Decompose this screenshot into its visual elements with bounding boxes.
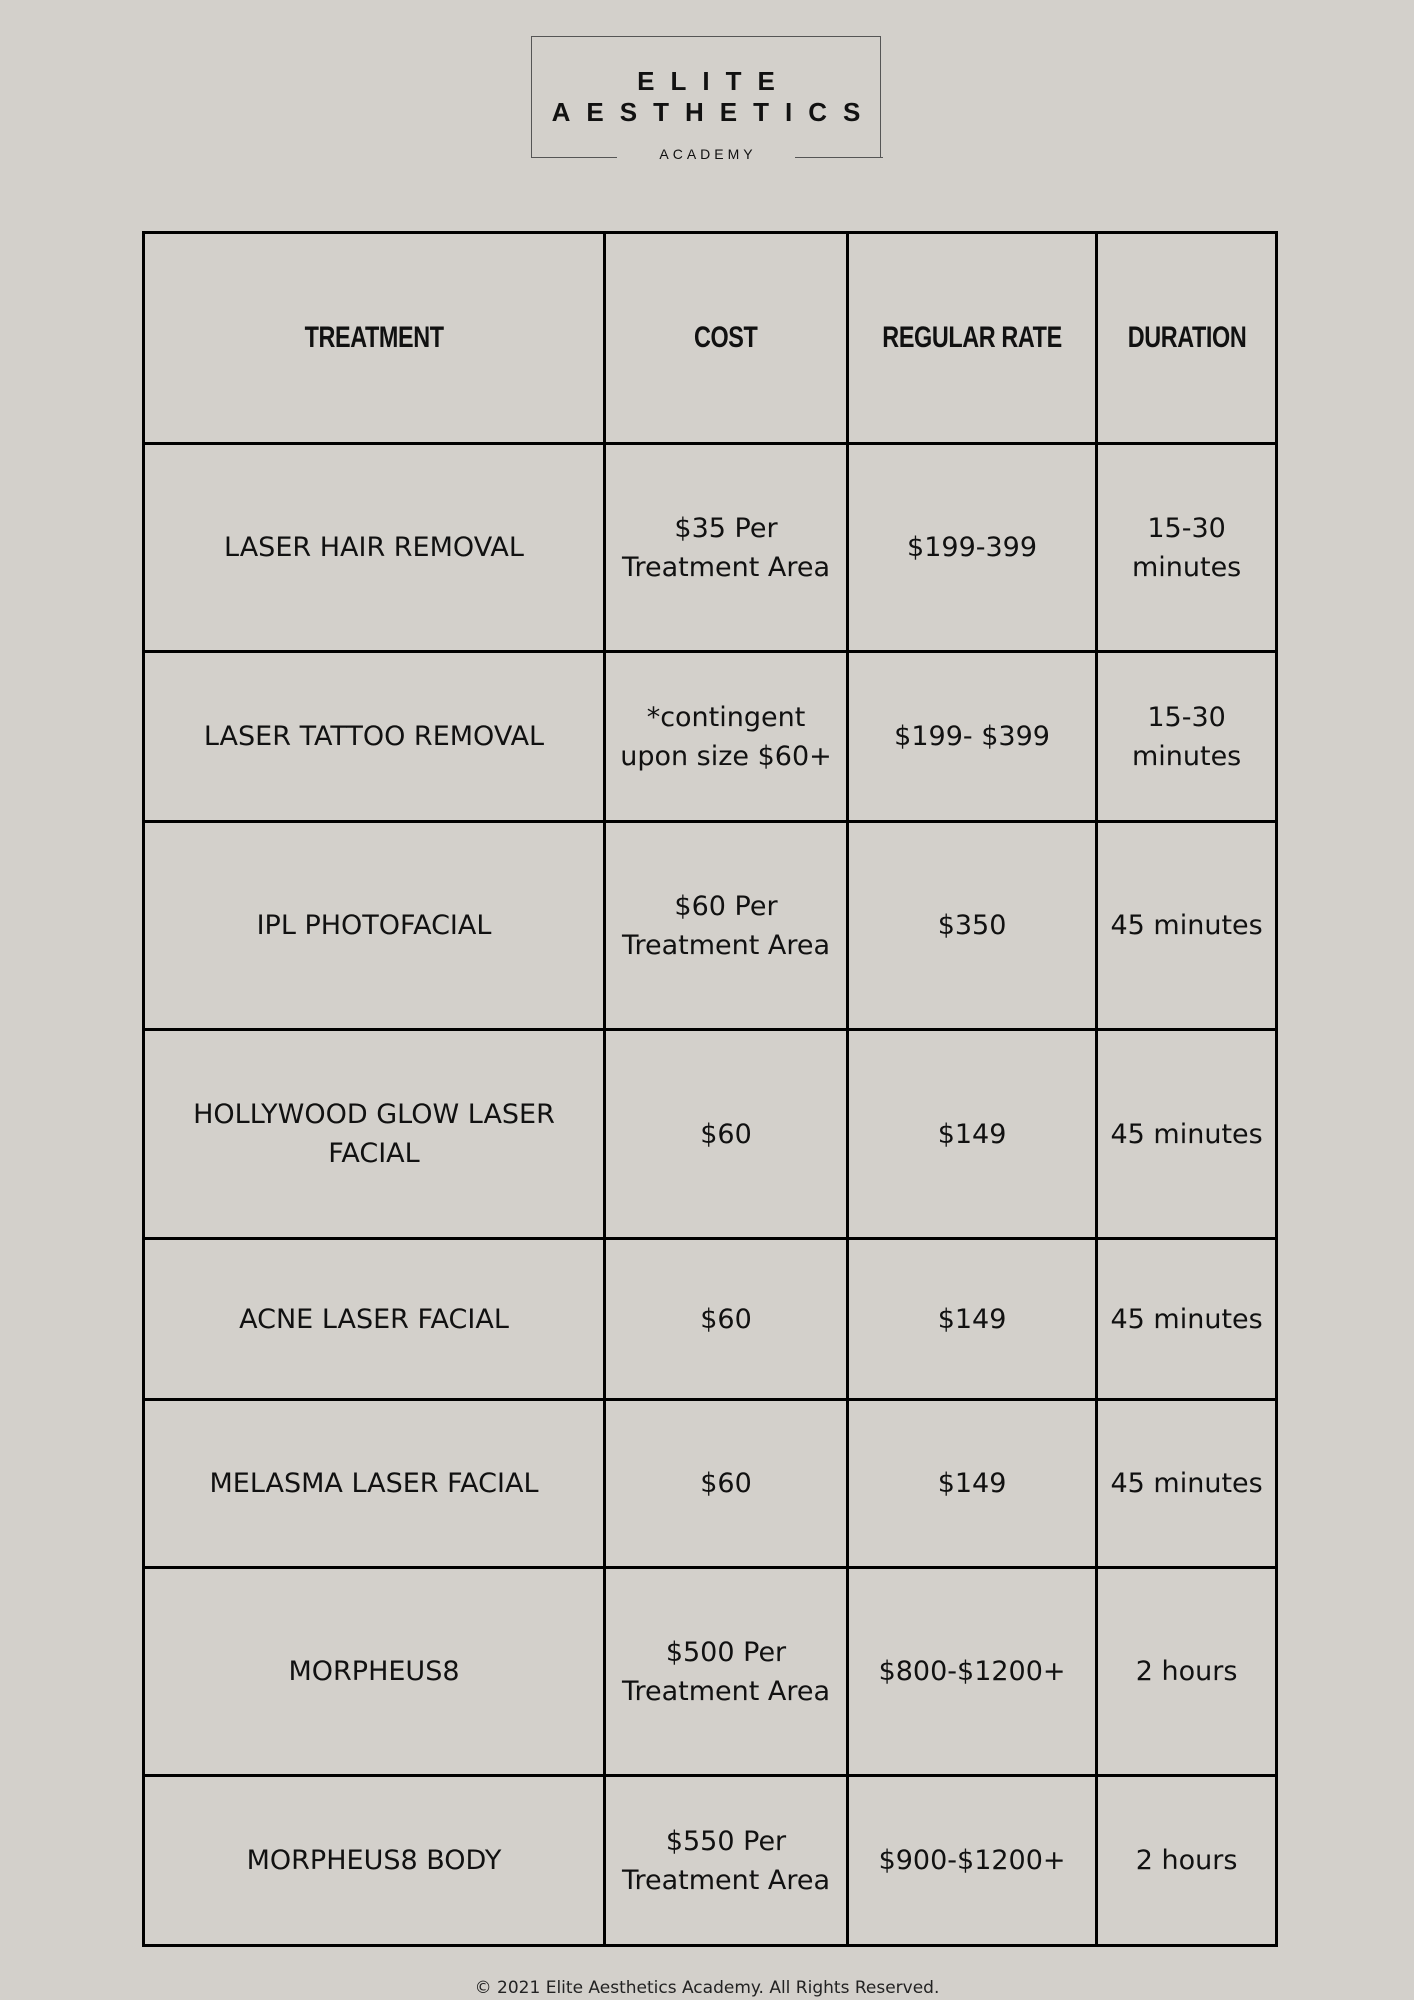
copyright-footer: © 2021 Elite Aesthetics Academy. All Rights Reserved.: [474, 1978, 940, 1998]
table-row: [144, 652, 1277, 822]
cell-treatment: HOLLYWOOD GLOW LASER FACIAL: [144, 1030, 605, 1239]
cell-treatment: MELASMA LASER FACIAL: [144, 1400, 605, 1568]
table-header-row: [144, 233, 1277, 444]
header-duration: DURATION: [1097, 233, 1277, 444]
cell-regular-rate: $149: [848, 1400, 1097, 1568]
cell-treatment: ACNE LASER FACIAL: [144, 1239, 605, 1400]
cell-duration: 2 hours: [1097, 1776, 1277, 1946]
cell-duration: 45 minutes: [1097, 1400, 1277, 1568]
cell-treatment: MORPHEUS8: [144, 1568, 605, 1776]
cell-cost: $500 Per Treatment Area: [605, 1568, 848, 1776]
cell-cost: *contingent upon size $60+: [605, 652, 848, 822]
header-cost: COST: [605, 233, 848, 444]
cell-cost: $60: [605, 1030, 848, 1239]
cell-duration: 15-30 minutes: [1097, 444, 1277, 652]
cell-regular-rate: $149: [848, 1030, 1097, 1239]
header-regular-rate: REGULAR RATE: [848, 233, 1097, 444]
logo-line-aesthetics: AESTHETICS: [551, 97, 877, 127]
cell-cost: $60: [605, 1400, 848, 1568]
cell-treatment: MORPHEUS8 BODY: [144, 1776, 605, 1946]
cell-regular-rate: $199- $399: [848, 652, 1097, 822]
cell-duration: 45 minutes: [1097, 822, 1277, 1030]
cell-duration: 45 minutes: [1097, 1030, 1277, 1239]
cell-regular-rate: $350: [848, 822, 1097, 1030]
header-treatment: TREATMENT: [144, 233, 605, 444]
cell-duration: 15-30 minutes: [1097, 652, 1277, 822]
logo-line-elite: ELITE: [637, 66, 791, 96]
cell-cost: $550 Per Treatment Area: [605, 1776, 848, 1946]
table-row: [144, 822, 1277, 1030]
table-row: [144, 444, 1277, 652]
cell-treatment: LASER TATTOO REMOVAL: [144, 652, 605, 822]
table-row: [144, 1239, 1277, 1400]
cell-treatment: LASER HAIR REMOVAL: [144, 444, 605, 652]
table-row: [144, 1776, 1277, 1946]
table-row: [144, 1030, 1277, 1239]
cell-cost: $35 Per Treatment Area: [605, 444, 848, 652]
cell-duration: 45 minutes: [1097, 1239, 1277, 1400]
table-row: [144, 1568, 1277, 1776]
cell-duration: 2 hours: [1097, 1568, 1277, 1776]
table-row: [144, 1400, 1277, 1568]
cell-cost: $60 Per Treatment Area: [605, 822, 848, 1030]
cell-regular-rate: $900-$1200+: [848, 1776, 1097, 1946]
logo-line-academy: ACADEMY: [659, 146, 757, 162]
cell-regular-rate: $800-$1200+: [848, 1568, 1097, 1776]
cell-cost: $60: [605, 1239, 848, 1400]
cell-regular-rate: $149: [848, 1239, 1097, 1400]
cell-regular-rate: $199-399: [848, 444, 1097, 652]
treatment-price-table: [142, 231, 1278, 1947]
cell-treatment: IPL PHOTOFACIAL: [144, 822, 605, 1030]
academy-logo: [531, 36, 883, 160]
